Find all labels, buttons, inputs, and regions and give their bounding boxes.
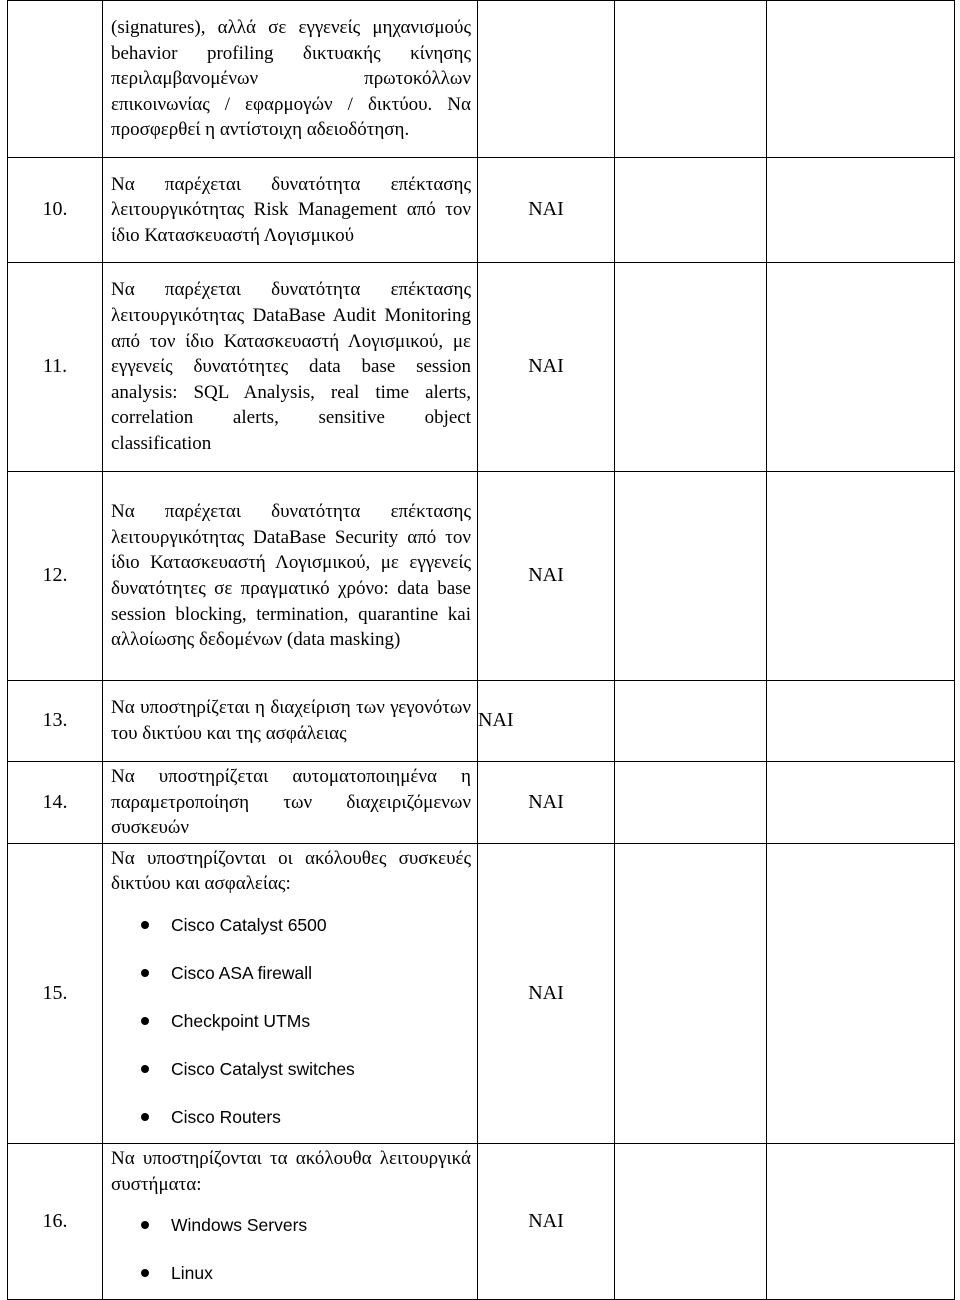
empty-cell xyxy=(767,1,955,158)
row-answer: ΝΑΙ xyxy=(478,158,615,263)
empty-cell xyxy=(615,762,767,844)
bullet-icon xyxy=(141,921,149,929)
bullet-icon xyxy=(141,969,149,977)
empty-cell xyxy=(767,263,955,472)
requirements-table xyxy=(7,0,955,1300)
table-row xyxy=(8,762,955,844)
row-description: Να υποστηρίζεται η διαχείριση των γεγονότων του δικτύου και της ασφάλειας xyxy=(103,681,478,762)
row-number: 16. xyxy=(8,1143,103,1299)
row-number: 12. xyxy=(8,472,103,681)
device-list xyxy=(111,901,471,1141)
list-item: Linux xyxy=(111,1249,471,1297)
row-answer: ΝΑΙ xyxy=(478,843,615,1143)
list-item: Windows Servers xyxy=(111,1201,471,1249)
list-item: Cisco Routers xyxy=(111,1093,471,1141)
bullet-icon xyxy=(141,1065,149,1073)
row-description: Να παρέχεται δυνατότητα επέκτασης λειτουργικότητας DataBase Security από τον ίδιο Κατασκευαστή Λογισμικού, με εγγενείς δυνατότητες σε πραγματικό χρόνο: data base session blocking, termination, quarantine kai αλλοίωσης δεδομένων (data masking) xyxy=(103,472,478,681)
empty-cell xyxy=(615,263,767,472)
table-row xyxy=(8,472,955,681)
bullet-icon xyxy=(141,1113,149,1121)
row-description: Να παρέχεται δυνατότητα επέκτασης λειτουργικότητας Risk Management από τον ίδιο Κατασκευαστή Λογισμικού xyxy=(103,158,478,263)
list-item: Cisco Catalyst switches xyxy=(111,1045,471,1093)
row-number: 11. xyxy=(8,263,103,472)
bullet-icon xyxy=(141,1221,149,1229)
row-answer: ΝΑΙ xyxy=(478,472,615,681)
bullet-icon xyxy=(141,1017,149,1025)
row-number xyxy=(8,1,103,158)
bullet-icon xyxy=(141,1269,149,1277)
table-row xyxy=(8,843,955,1143)
row-description: Να υποστηρίζονται τα ακόλουθα λειτουργικά συστήματα: Windows Servers Linux xyxy=(103,1143,478,1299)
row-answer: ΝΑΙ xyxy=(478,263,615,472)
empty-cell xyxy=(615,1,767,158)
row-description: (signatures), αλλά σε εγγενείς μηχανισμούς behavior profiling δικτυακής κίνησης περιλαμβανομένων πρωτοκόλλων επικοινωνίας / εφαρμογών / δικτύου. Να προσφερθεί η αντίστοιχη αδειοδότηση. xyxy=(103,1,478,158)
row-answer: ΝΑΙ xyxy=(478,762,615,844)
table-row xyxy=(8,158,955,263)
empty-cell xyxy=(615,843,767,1143)
row-number: 15. xyxy=(8,843,103,1143)
empty-cell xyxy=(615,1143,767,1299)
table-row xyxy=(8,1,955,158)
empty-cell xyxy=(767,762,955,844)
empty-cell xyxy=(767,472,955,681)
empty-cell xyxy=(615,158,767,263)
row-number: 14. xyxy=(8,762,103,844)
row-number: 10. xyxy=(8,158,103,263)
empty-cell xyxy=(767,843,955,1143)
row-description: Να υποστηρίζεται αυτοματοποιημένα η παραμετροποίηση των διαχειριζόμενων συσκευών xyxy=(103,762,478,844)
table-row xyxy=(8,263,955,472)
empty-cell xyxy=(767,158,955,263)
empty-cell xyxy=(767,1143,955,1299)
row-answer: ΝΑΙ xyxy=(478,681,615,762)
table-row xyxy=(8,681,955,762)
list-item: Cisco ASA firewall xyxy=(111,949,471,997)
os-list xyxy=(111,1201,471,1297)
row-description: Να παρέχεται δυνατότητα επέκτασης λειτουργικότητας DataBase Audit Monitoring από τον ίδιο Κατασκευαστή Λογισμικού, με εγγενείς δυνατότητες data base session analysis: SQL Analysis, real time alerts, correlation alerts, sensitive object classification xyxy=(103,263,478,472)
list-item: Cisco Catalyst 6500 xyxy=(111,901,471,949)
row-answer: ΝΑΙ xyxy=(478,1143,615,1299)
table-row xyxy=(8,1143,955,1299)
row-answer xyxy=(478,1,615,158)
empty-cell xyxy=(767,681,955,762)
row-number: 13. xyxy=(8,681,103,762)
list-item: Checkpoint UTMs xyxy=(111,997,471,1045)
empty-cell xyxy=(615,472,767,681)
empty-cell xyxy=(615,681,767,762)
row-description: Να υποστηρίζονται οι ακόλουθες συσκευές δικτύου και ασφαλείας: Cisco Catalyst 6500 Cisco ASA firewall Checkpoint UTMs Cisco Catalyst switches Cisco Routers xyxy=(103,843,478,1143)
